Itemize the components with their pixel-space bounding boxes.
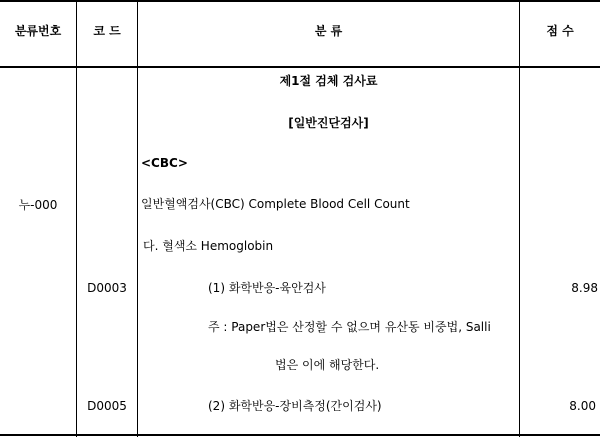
header-classification: 분 류 bbox=[314, 24, 343, 38]
score-row-2: 8.00 bbox=[569, 399, 596, 413]
section-title: 제1절 검체 검사료 bbox=[279, 74, 378, 88]
table-top-border bbox=[0, 0, 600, 2]
subitem-name: 다. 혈색소 Hemoglobin bbox=[143, 239, 274, 253]
score-row-1: 8.98 bbox=[571, 281, 598, 295]
item-name: 일반혈액검사(CBC) Complete Blood Cell Count bbox=[141, 197, 410, 211]
code-row-1: D0003 bbox=[87, 281, 127, 295]
column-divider-3 bbox=[519, 0, 520, 437]
desc-row-1: (1) 화학반응-육안검사 bbox=[208, 281, 326, 295]
header-code: 코 드 bbox=[93, 24, 121, 38]
column-divider-1 bbox=[76, 0, 77, 437]
header-bottom-border bbox=[0, 66, 600, 68]
group-label: <CBC> bbox=[141, 156, 188, 170]
subsection-title: [일반진단검사] bbox=[288, 116, 369, 130]
category-number: 누-000 bbox=[18, 198, 58, 212]
table-bottom-border bbox=[0, 434, 600, 436]
code-row-2: D0005 bbox=[87, 399, 127, 413]
header-score: 점 수 bbox=[546, 24, 574, 38]
header-category-no: 분류번호 bbox=[14, 24, 62, 38]
note-line-1: 주 : Paper법은 산정할 수 없으며 유산동 비중법, Salli bbox=[208, 320, 491, 334]
note-line-2: 법은 이에 해당한다. bbox=[275, 358, 380, 372]
desc-row-2: (2) 화학반응-장비측정(간이검사) bbox=[208, 399, 382, 413]
column-divider-2 bbox=[137, 0, 138, 437]
